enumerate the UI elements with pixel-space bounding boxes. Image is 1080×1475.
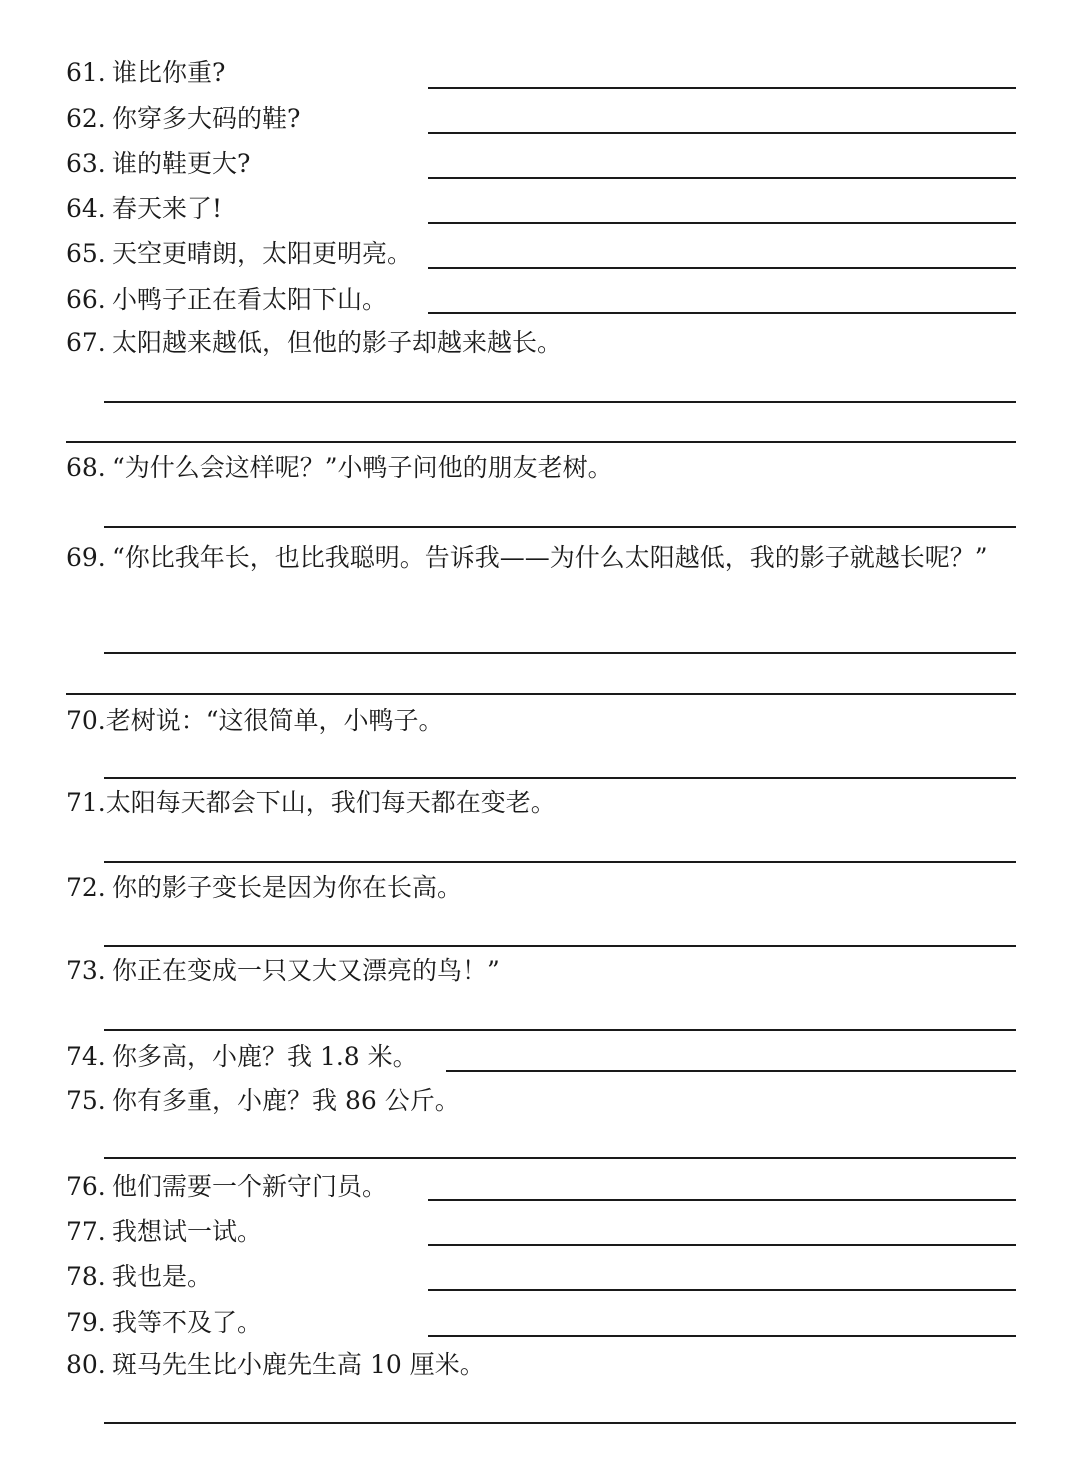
answer-line-78[interactable] [428, 1289, 1016, 1291]
answer-line-72[interactable] [104, 945, 1016, 947]
question-63: 63. 谁的鞋更大? [66, 149, 251, 178]
question-79: 79. 我等不及了。 [66, 1308, 263, 1337]
answer-line-67b[interactable] [66, 441, 1016, 443]
answer-line-80[interactable] [104, 1422, 1016, 1424]
question-65: 65. 天空更晴朗，太阳更明亮。 [66, 239, 413, 268]
answer-line-79[interactable] [428, 1335, 1016, 1337]
question-69: 69. “你比我年长，也比我聪明。告诉我——为什么太阳越低，我的影子就越长呢？” [66, 543, 988, 572]
question-68: 68. “为什么会这样呢？”小鸭子问他的朋友老树。 [66, 453, 613, 482]
answer-line-73[interactable] [104, 1029, 1016, 1031]
answer-line-65[interactable] [428, 267, 1016, 269]
question-61: 61. 谁比你重? [66, 58, 226, 87]
answer-line-75[interactable] [104, 1157, 1016, 1159]
question-71: 71.太阳每天都会下山，我们每天都在变老。 [66, 788, 556, 817]
answer-line-77[interactable] [428, 1244, 1016, 1246]
question-75: 75. 你有多重，小鹿？我 86 公斤。 [66, 1086, 460, 1115]
question-73: 73. 你正在变成一只又大又漂亮的鸟！” [66, 956, 500, 985]
answer-line-74[interactable] [446, 1070, 1016, 1072]
question-66: 66. 小鸭子正在看太阳下山。 [66, 285, 388, 314]
question-62: 62. 你穿多大码的鞋? [66, 104, 301, 133]
question-76: 76. 他们需要一个新守门员。 [66, 1172, 388, 1201]
question-70: 70.老树说：“这很简单，小鸭子。 [66, 706, 444, 735]
answer-line-63[interactable] [428, 177, 1016, 179]
question-80: 80. 斑马先生比小鹿先生高 10 厘米。 [66, 1350, 485, 1379]
answer-line-70[interactable] [104, 777, 1016, 779]
question-74: 74. 你多高，小鹿？我 1.8 米。 [66, 1042, 418, 1071]
answer-line-76[interactable] [428, 1199, 1016, 1201]
question-78: 78. 我也是。 [66, 1262, 213, 1291]
answer-line-62[interactable] [428, 132, 1016, 134]
question-72: 72. 你的影子变长是因为你在长高。 [66, 873, 463, 902]
question-77: 77. 我想试一试。 [66, 1217, 263, 1246]
answer-line-69b[interactable] [66, 693, 1016, 695]
answer-line-66[interactable] [428, 312, 1016, 314]
answer-line-68[interactable] [104, 526, 1016, 528]
answer-line-71[interactable] [104, 861, 1016, 863]
question-64: 64. 春天来了! [66, 194, 223, 223]
answer-line-67a[interactable] [104, 401, 1016, 403]
answer-line-64[interactable] [428, 222, 1016, 224]
answer-line-61[interactable] [428, 87, 1016, 89]
question-67: 67. 太阳越来越低，但他的影子却越来越长。 [66, 328, 563, 357]
answer-line-69a[interactable] [104, 652, 1016, 654]
